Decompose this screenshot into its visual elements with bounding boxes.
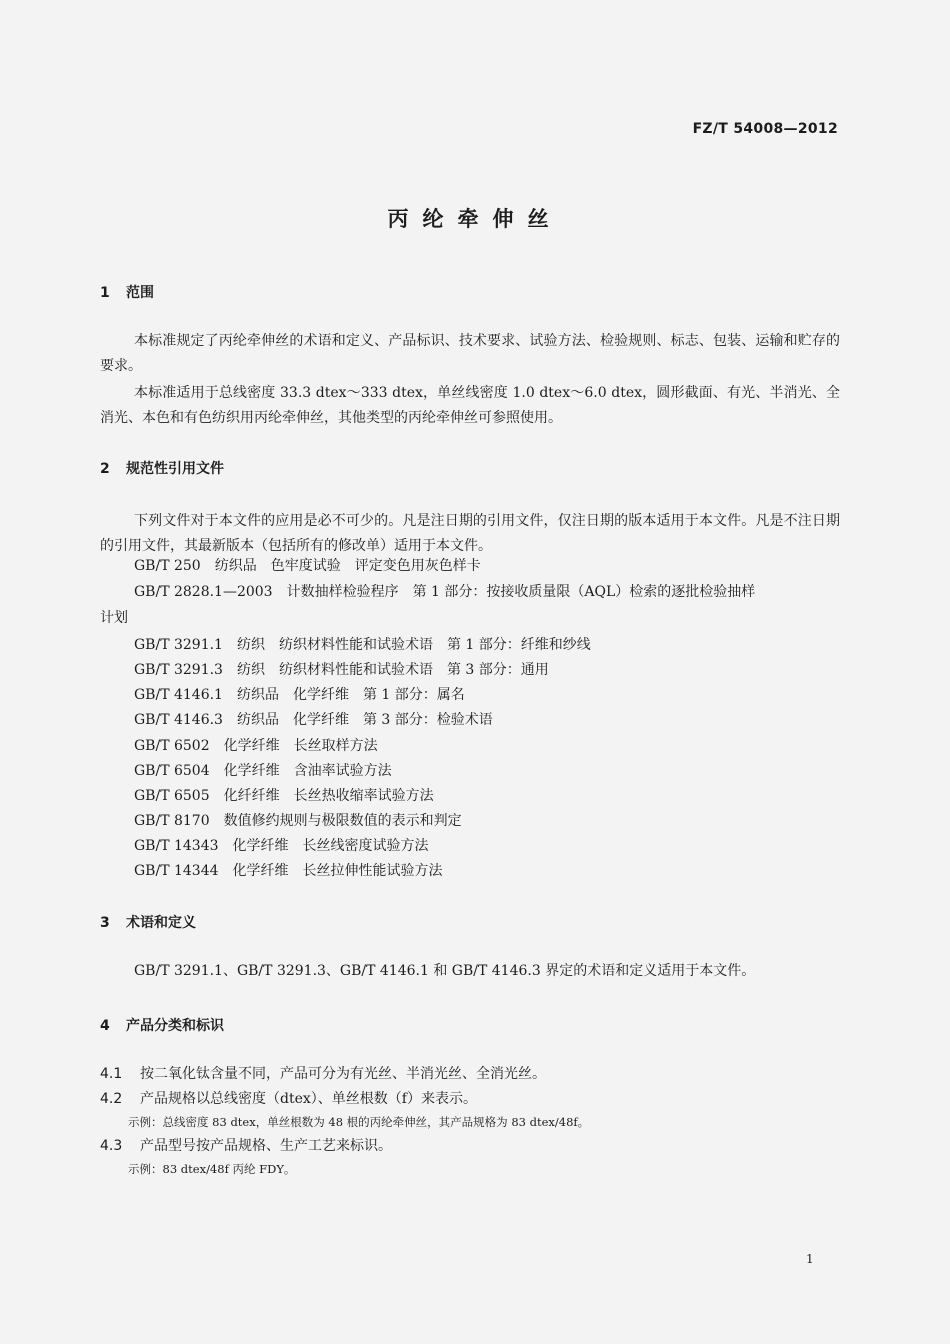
section-title: 术语和定义 (126, 915, 196, 931)
page-number: 1 (806, 1252, 814, 1266)
clause-number: 4.1 (100, 1066, 123, 1082)
section-title: 规范性引用文件 (126, 461, 224, 477)
clause-number: 4.3 (100, 1138, 123, 1154)
reference-item: GB/T 6502 化学纤维 长丝取样方法 (134, 738, 378, 754)
reference-item: GB/T 4146.1 纺织品 化学纤维 第 1 部分：属名 (134, 687, 465, 703)
reference-item: GB/T 4146.3 纺织品 化学纤维 第 3 部分：检验术语 (134, 712, 493, 728)
section-2-heading (100, 458, 224, 478)
reference-item: GB/T 3291.3 纺织 纺织材料性能和试验术语 第 3 部分：通用 (134, 662, 549, 678)
reference-item: GB/T 2828.1—2003 计数抽样检验程序 第 1 部分：按接收质量限（AQL）检索的逐批检验抽样 (134, 584, 756, 600)
section-number: 2 (100, 461, 110, 477)
section-3-text: GB/T 3291.1、GB/T 3291.3、GB/T 4146.1 和 GB/T 4146.3 界定的术语和定义适用于本文件。 (134, 963, 756, 979)
section-2-intro: 下列文件对于本文件的应用是必不可少的。凡是注日期的引用文件，仅注日期的版本适用于本文件。凡是不注日期的引用文件，其最新版本（包括所有的修改单）适用于本文件。 (100, 513, 840, 554)
example-4-2: 示例：总线密度 83 dtex，单丝根数为 48 根的丙纶牵伸丝，其产品规格为 83 dtex/48f。 (128, 1115, 590, 1129)
clause-4-1 (100, 1065, 546, 1083)
clause-number: 4.2 (100, 1091, 123, 1107)
reference-item: GB/T 3291.1 纺织 纺织材料性能和试验术语 第 1 部分：纤维和纱线 (134, 637, 591, 653)
section-title: 范围 (126, 285, 154, 301)
clause-4-3 (100, 1137, 392, 1155)
section-1-heading (100, 282, 154, 302)
clause-text: 产品规格以总线密度（dtex）、单丝根数（f）来表示。 (140, 1091, 477, 1107)
clause-4-2 (100, 1090, 477, 1108)
reference-item: GB/T 250 纺织品 色牢度试验 评定变色用灰色样卡 (134, 558, 481, 574)
standard-code: FZ/T 54008—2012 (692, 121, 838, 137)
reference-item: GB/T 8170 数值修约规则与极限数值的表示和判定 (134, 813, 462, 829)
section-1-paragraph-1: 本标准规定了丙纶牵伸丝的术语和定义、产品标识、技术要求、试验方法、检验规则、标志、包装、运输和贮存的要求。 (100, 333, 840, 374)
section-4-heading (100, 1015, 224, 1035)
section-number: 3 (100, 915, 110, 931)
clause-text: 产品型号按产品规格、生产工艺来标识。 (140, 1138, 392, 1154)
reference-item: GB/T 6504 化学纤维 含油率试验方法 (134, 763, 392, 779)
section-1-paragraph-2: 本标准适用于总线密度 33.3 dtex～333 dtex，单丝线密度 1.0 dtex～6.0 dtex，圆形截面、有光、半消光、全消光、本色和有色纺织用丙纶牵伸丝，其他类型的丙纶牵伸丝可参照使用。 (100, 385, 840, 426)
section-number: 1 (100, 285, 110, 301)
reference-item: GB/T 14343 化学纤维 长丝线密度试验方法 (134, 838, 429, 854)
section-3-heading (100, 912, 196, 932)
section-number: 4 (100, 1018, 110, 1034)
reference-item: GB/T 6505 化纤纤维 长丝热收缩率试验方法 (134, 788, 434, 804)
example-4-3: 示例：83 dtex/48f 丙纶 FDY。 (128, 1162, 296, 1176)
section-title: 产品分类和标识 (126, 1018, 224, 1034)
reference-item: GB/T 14344 化学纤维 长丝拉伸性能试验方法 (134, 863, 443, 879)
page-title: 丙纶牵伸丝 (387, 207, 563, 231)
clause-text: 按二氧化钛含量不同，产品可分为有光丝、半消光丝、全消光丝。 (140, 1066, 546, 1082)
reference-continuation: 计划 (100, 610, 128, 626)
